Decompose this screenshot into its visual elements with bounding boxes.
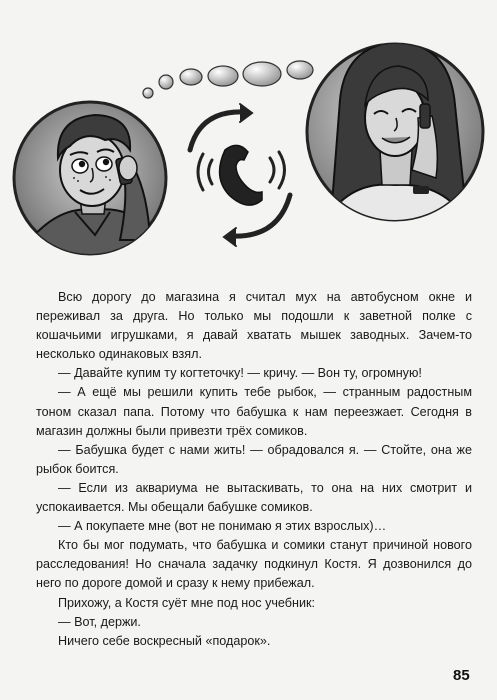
paragraph: — Давайте купим ту когтеточку! — кричу. — Вон ту, огромную! [58,366,422,381]
boy-portrait [14,102,170,270]
illustration [0,0,497,280]
paragraph: Всю дорогу до магазина я считал мух на автобусном окне и переживал за друга. Но только мы подошли к заветной полке с кошачьими игрушками, я давай хватать мышек заводных. Зачем-то несколько одинаковых взял. [36,290,472,362]
paragraph: — Если из аквариума не вытаскивать, то она на них смотрит и успокаивается. Мы обещали бабушке сомиков. [36,480,472,515]
page-number: 85 [453,667,470,684]
phone-handset-icon [220,145,262,205]
paragraph: — А покупаете мне (вот не понимаю я этих взрослых)… [58,519,387,534]
paragraph: — А ещё мы решили купить тебе рыбок, — странным радостным тоном сказал папа. Потому что бабушка к нам переезжает. Сегодня в магазин должны были привезти трёх сомиков. [36,385,472,438]
woman-portrait [307,42,483,240]
paragraph: Прихожу, а Костя суёт мне под нос учебник: [58,595,315,610]
thought-bubbles [143,61,313,98]
paragraph: Ничего себе воскресный «подарок». [58,633,271,648]
circular-arrows-icon [190,104,290,246]
paragraph: Кто бы мог подумать, что бабушка и сомики станут причиной нового расследования! Но сначала задачку подкинул Костя. Я дозвонился до него по дороге домой и сразу к нему прибежал. [36,538,472,591]
paragraph: — Бабушка будет с нами жить! — обрадовался я. — Стойте, она же рыбок боится. [36,442,472,476]
paragraph: — Вот, держи. [58,614,141,629]
story-text [36,288,472,651]
